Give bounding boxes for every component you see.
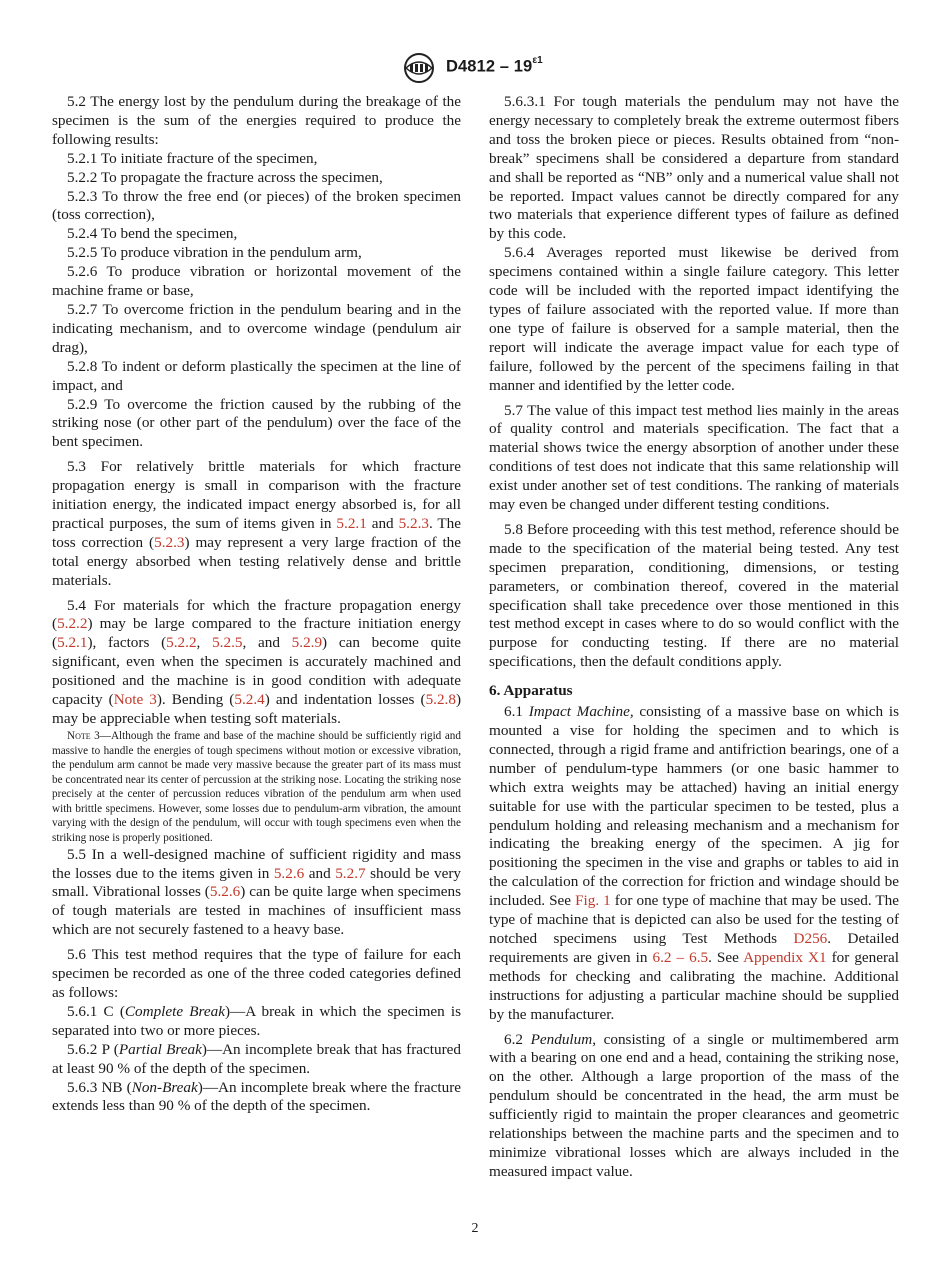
page-header (0, 52, 950, 86)
astm-logo-icon (401, 52, 437, 84)
note-label: Note 3 (67, 729, 100, 742)
para-6-2: 6.2 Pendulum, consisting of a single or multimembered arm with a bearing on one end and a head, containing the striking nose, on the other. Although a large proportion of the mass of the pendulum should be concentrated in the head, the arm must be sufficiently rigid to maintain the proper clearances and geometric relationships between the machine parts and the specimen and to minimize vibrational losses which are always included in the measured impact value. (489, 1030, 899, 1180)
para-5-2-1: 5.2.1 To initiate fracture of the specimen, (67, 149, 318, 167)
para-5-2-8: 5.2.8 To indent or deform plastically the specimen at the line of impact, and (52, 357, 461, 394)
note-3: Note 3—Although the frame and base of the machine should be sufficiently rigid and massive to handle the energies of tough specimens without motion or excessive vibration, the pendulum arm cannot be made very massive because the greater part of its mass must be concentrated near its center of percussion at the striking nose. Locating the striking nose precisely at the center of percussion reduces vibration of the pendulum arm when used with brittle specimens. However, some losses due to pendulum-arm vibration, the amount varying with the design of the pendulum, will occur with tough specimens even when the striking nose is properly positioned. (52, 729, 461, 845)
para-5-6: 5.6 This test method requires that the type of failure for each specimen be recorded as one of the three coded categories defined as follows: (52, 946, 461, 1001)
xref-link[interactable]: 5.2.2 (57, 615, 88, 633)
para-5-8: 5.8 Before proceeding with this test method, reference should be made to the specification of the material being tested. Any test specimen preparation, conditioning, dimensions, or testing parameters, or combination thereof, covered in the material specification shall take precedence over those mentioned in this test method except in cases where to do so would conflict with the purpose for conducting testing. If there are no material specifications, then the default conditions apply. (489, 520, 899, 671)
figure-link[interactable]: Fig. 1 (575, 892, 611, 910)
xref-link[interactable]: 5.2.1 (336, 514, 367, 532)
para-5-2: 5.2 The energy lost by the pendulum during the breakage of the specimen is the sum of the energies required to produce the following results: (52, 93, 461, 148)
note-3-link[interactable]: Note 3 (113, 691, 157, 709)
right-column (489, 93, 899, 1182)
page-number: 2 (471, 1221, 479, 1236)
standard-designation: $D4812 - 19^{\varepsilon 1}$ (446, 55, 543, 76)
xref-link[interactable]: 5.2.2 (166, 634, 197, 652)
xref-link[interactable]: 5.2.9 (291, 634, 323, 652)
appendix-link[interactable]: Appendix X1 (743, 948, 827, 966)
para-5-6-1: 5.6.1 C (Complete Break)—A break in which the specimen is separated into two or more pieces. (52, 1002, 462, 1039)
para-5-2-5: 5.2.5 To produce vibration in the pendulum arm, (67, 244, 362, 262)
designation-superscript: ε1 (532, 55, 543, 66)
para-5-7: 5.7 The value of this impact test method lies mainly in the areas of quality control and materials specification. The fact that a material shows twice the energy absorption of another under these conditions of test does not indicate that this same relationship will exist under another set of test conditions. The ranking of materials may even be changed under different testing conditions. (489, 401, 899, 514)
para-5-2-9: 5.2.9 To overcome the friction caused by the rubbing of the striking nose (or other part of the pendulum) over the face of the bent specimen. (52, 395, 461, 451)
para-5-2-3: 5.2.3 To throw the free end (or pieces) of the broken specimen (toss correction), (52, 187, 461, 224)
xref-link[interactable]: 5.2.3 (398, 514, 429, 532)
para-5-3: 5.3 For relatively brittle materials for which fracture propagation energy is small in comparison with the fracture initiation energy, the indicated impact energy absorbed is, for all practical purposes, the sum of items given in 5.2.1 and 5.2.3. The toss correction (5.2.3) may represent a very large fraction of the total energy absorbed when testing relatively dense and brittle materials. (52, 458, 462, 589)
xref-link[interactable]: 6.2 – 6.5 (652, 948, 709, 966)
standard-link[interactable]: D256 (793, 929, 828, 947)
para-5-5: 5.5 In a well-designed machine of sufficient rigidity and mass the losses due to the items given in 5.2.6 and 5.2.7 should be very small. Vibrational losses (5.2.6) can be quite large when specimens of tough materials are tested in machines of insufficient mass which are not securely fastened to a heavy base. (52, 845, 462, 939)
para-5-2-6: 5.2.6 To produce vibration or horizontal movement of the machine frame or base, (52, 263, 461, 300)
left-column (52, 93, 461, 1116)
xref-link[interactable]: 5.2.7 (335, 864, 366, 882)
para-5-6-3: 5.6.3 NB (Non-Break)—An incomplete break where the fracture extends less than 90 % of the depth of the specimen. (52, 1078, 462, 1115)
xref-link[interactable]: 5.2.6 (209, 883, 241, 901)
xref-link[interactable]: 5.2.8 (425, 691, 456, 709)
xref-link[interactable]: 5.2.3 (154, 533, 185, 551)
xref-link[interactable]: 5.2.6 (273, 864, 305, 882)
para-5-6-2: 5.6.2 P (Partial Break)—An incomplete break that has fractured at least 90 % of the depth of the specimen. (52, 1040, 461, 1077)
xref-link[interactable]: 5.2.5 (212, 634, 243, 652)
para-6-1: 6.1 Impact Machine, consisting of a massive base on which is mounted a vise for holding the specimen and to which is connected, through a rigid frame and antifriction bearings, one of a number of pendulum-type hammers (or one basic hammer to which extra weights may be attached) having an initial energy suitable for use with the particular specimen to be tested, plus a pendulum holding and releasing mechanism and a mechanism for indicating the breaking energy of the specimen. A jig for positioning the specimen in the vise and graphs or tables to aid in the calculation of the correction for friction and windage should be included. See Fig. 1 for one type of machine that may be used. The type of machine that is depicted can also be used for the testing of notched specimens using Test Methods D256. Detailed requirements are given in 6.2 – 6.5. See Appendix X1 for general methods for checking and calibrating the machine. Additional instructions for adjusting a particular machine should be supplied by the manufacturer. (489, 703, 900, 1023)
para-5-6-4: 5.6.4 Averages reported must likewise be derived from specimens contained within a single failure category. This letter code will be included with the reported impact identifying the types of failure associated with the reported value. If more than one type of failure is observed for a sample material, then the report will indicate the average impact value for each type of failure, followed by the percent of the specimens failing in that manner and identified by the letter code. (489, 244, 899, 394)
para-5-6-3-1: 5.6.3.1 For tough materials the pendulum may not have the energy necessary to completely break the extreme outermost fibers and toss the broken piece or pieces. Results obtained from “non-break” specimens shall be considered a departure from standard and shall be reported as “NB” only and a numerical value shall not be reported. Impact values cannot be directly compared for any two materials that experience different types of failure as defined by this code. (489, 93, 899, 243)
xref-link[interactable]: 5.2.4 (234, 691, 265, 709)
xref-link[interactable]: 5.2.1 (57, 634, 88, 652)
para-5-4: 5.4 For materials for which the fracture propagation energy (5.2.2) may be large compared to the fracture initiation energy (5.2.1), factors (5.2.2, 5.2.5, and 5.2.9) can become quite significant, even when the specimen is accurately machined and positioned and the machine is in good condition with adequate capacity (Note 3). Bending (5.2.4) and indentation losses (5.2.8) may be appreciable when testing soft materials. (52, 596, 461, 727)
para-5-2-2: 5.2.2 To propagate the fracture across the specimen, (67, 168, 383, 186)
section-heading-apparatus: 6. Apparatus (489, 682, 573, 700)
para-5-2-7: 5.2.7 To overcome friction in the pendulum bearing and in the indicating mechanism, and to overcome windage (pendulum air drag), (52, 300, 461, 356)
para-5-2-4: 5.2.4 To bend the specimen, (67, 225, 238, 243)
